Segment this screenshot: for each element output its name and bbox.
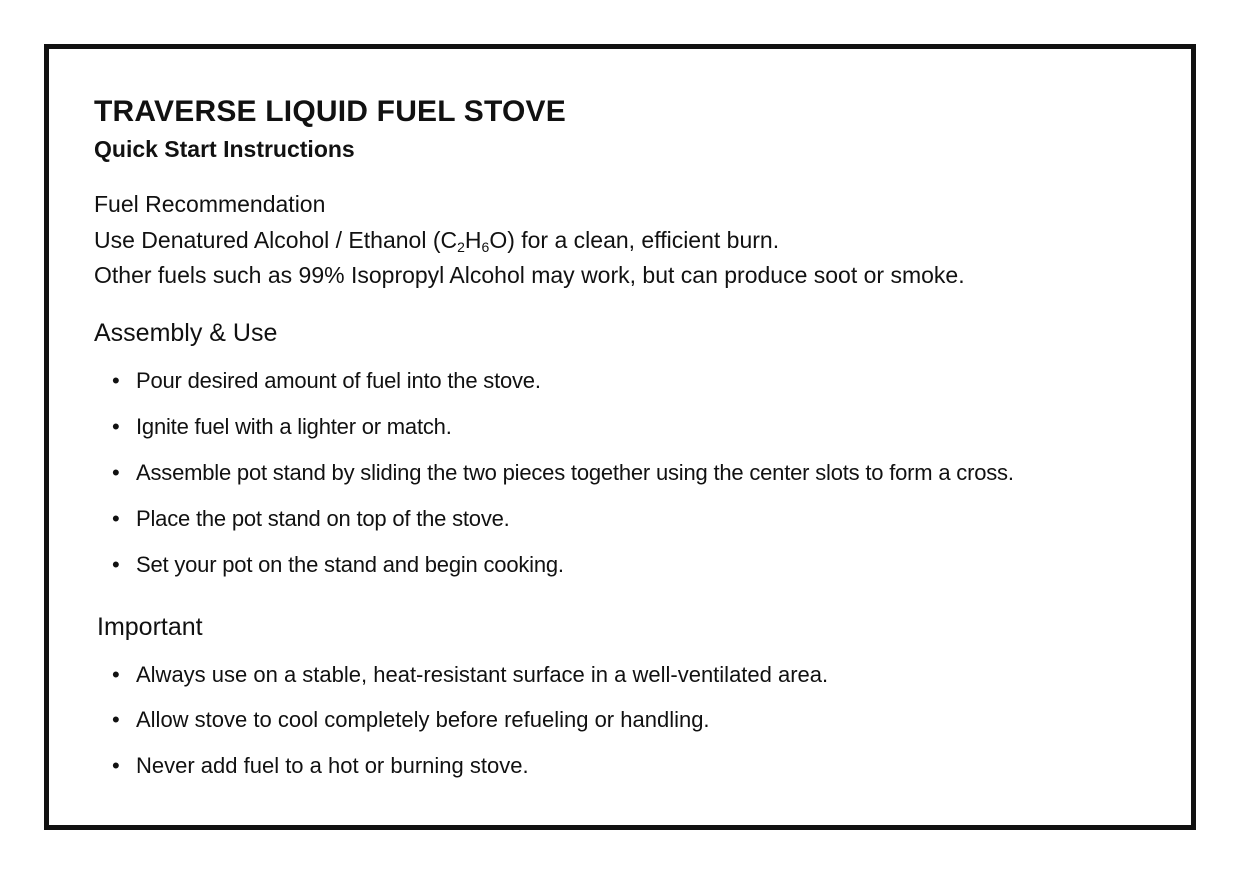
important-heading: Important	[97, 612, 203, 641]
assembly-heading: Assembly & Use	[94, 318, 278, 347]
bullet-icon: •	[112, 505, 120, 531]
list-item	[94, 404, 1161, 450]
card-content	[94, 94, 1161, 788]
important-warnings-list	[94, 652, 1161, 789]
formula-hydrogen: H	[464, 226, 482, 253]
list-item-text: Never add fuel to a hot or burning stove.	[136, 752, 529, 778]
fuel-alternative-note: Other fuels such as 99% Isopropyl Alcohol may work, but can produce soot or smoke.	[94, 262, 965, 288]
fuel-heading: Fuel Recommendation	[94, 191, 326, 217]
list-item	[94, 697, 1161, 743]
fuel-primary-prefix: Use Denatured Alcohol / Ethanol (C	[94, 226, 458, 253]
list-item	[94, 496, 1161, 542]
bullet-icon: •	[112, 551, 120, 577]
bullet-icon: •	[112, 752, 120, 778]
bullet-icon: •	[112, 707, 120, 732]
list-item	[94, 450, 1161, 496]
list-item-text: Set your pot on the stand and begin cooking.	[136, 551, 564, 577]
bullet-icon: •	[112, 367, 120, 393]
list-item	[94, 542, 1161, 588]
list-item	[94, 652, 1161, 698]
assembly-steps-list	[94, 358, 1161, 588]
formula-subscript-carbon: 2	[457, 238, 465, 255]
list-item-text: Pour desired amount of fuel into the stove.	[136, 367, 541, 393]
list-item-text: Allow stove to cool completely before refueling or handling.	[136, 707, 710, 732]
fuel-primary-recommendation	[94, 223, 1161, 259]
list-item	[94, 358, 1161, 404]
list-item	[94, 743, 1161, 789]
list-item-text: Ignite fuel with a lighter or match.	[136, 413, 452, 439]
fuel-recommendation-section	[94, 187, 1161, 294]
bullet-icon: •	[112, 459, 120, 485]
list-item-text: Assemble pot stand by sliding the two pieces together using the center slots to form a cross.	[136, 459, 1014, 485]
fuel-primary-suffix: O) for a clean, efficient burn.	[489, 226, 780, 253]
bullet-icon: •	[112, 413, 120, 439]
product-title: TRAVERSE LIQUID FUEL STOVE	[94, 95, 566, 128]
formula-subscript-hydrogen: 6	[481, 238, 490, 255]
bullet-icon: •	[112, 661, 120, 687]
card-subtitle: Quick Start Instructions	[94, 136, 355, 162]
list-item-text: Place the pot stand on top of the stove.	[136, 505, 510, 531]
instruction-card	[44, 44, 1196, 830]
list-item-text: Always use on a stable, heat-resistant surface in a well-ventilated area.	[136, 661, 829, 687]
